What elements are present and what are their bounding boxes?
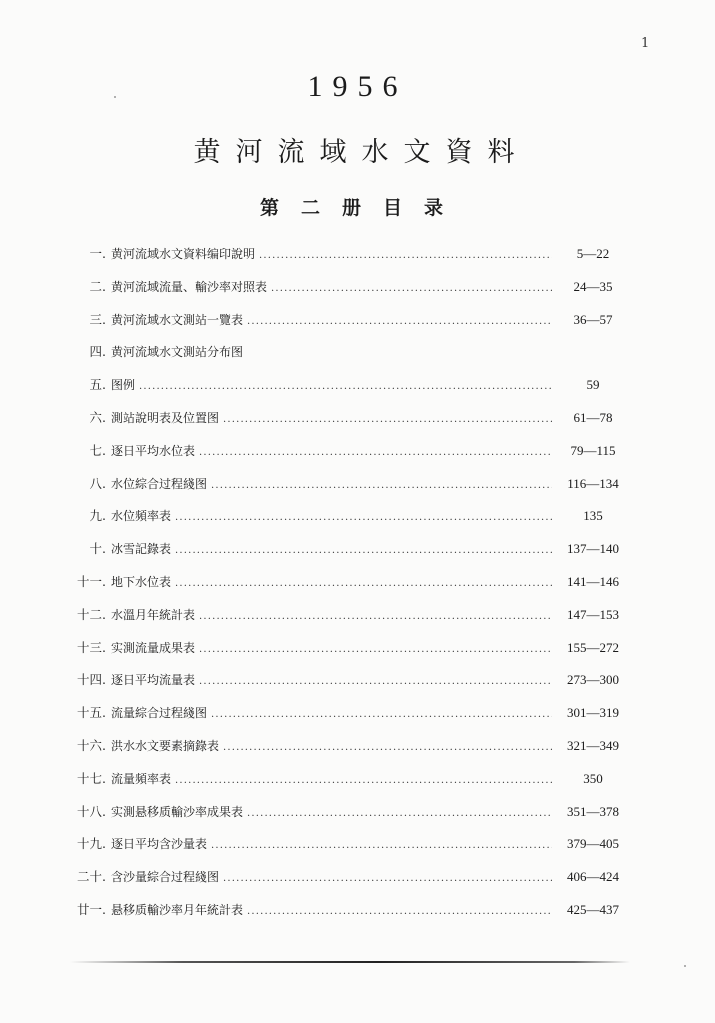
- toc-leader-dots: [247, 905, 552, 915]
- toc-entry-pages: 321—349: [567, 738, 619, 753]
- toc-entry: [58, 636, 630, 656]
- toc-entry-pages: 147—153: [567, 606, 619, 622]
- toc-leader-dots: [247, 315, 552, 325]
- toc-entry-number: 廿一.: [77, 902, 106, 917]
- toc-entry: [58, 373, 630, 393]
- toc-entry: [58, 832, 630, 852]
- toc-entry-title: 逐日平均含沙量表: [111, 837, 208, 852]
- toc-entry-number: 十六.: [77, 738, 106, 753]
- toc-entry-number: 十五.: [77, 705, 106, 721]
- toc-entry-number: 一.: [89, 246, 106, 261]
- toc-entry-number: 十四.: [77, 672, 106, 688]
- toc-entry: [58, 668, 630, 688]
- toc-entry-title: 实測悬移质輸沙率成果表: [111, 804, 244, 819]
- scan-speck: [114, 96, 116, 98]
- toc-entry-number: 七.: [89, 442, 106, 458]
- toc-leader-dots: [247, 347, 552, 357]
- toc-entry: [58, 898, 630, 918]
- toc-entry-number: 六.: [89, 410, 106, 425]
- toc-entry-title: 黄河流域流量、輸沙率对照表: [111, 279, 268, 294]
- toc-entry-number: 八.: [89, 475, 106, 491]
- toc-entry-title: 水位綜合过程綫图: [111, 476, 208, 491]
- toc-entry-number: 三.: [89, 311, 106, 327]
- toc-entry-pages: 135: [583, 508, 603, 524]
- toc-entry-number: 四.: [89, 344, 106, 360]
- toc-entry-pages: 273—300: [567, 672, 619, 688]
- toc-entry-pages: 61—78: [573, 410, 613, 425]
- toc-entry-title: 逐日平均水位表: [111, 443, 196, 458]
- toc-leader-dots: [259, 249, 552, 259]
- toc-entry: [58, 406, 630, 426]
- toc-leader-dots: [223, 741, 552, 751]
- toc-entry-number: 十二.: [77, 606, 106, 622]
- toc-entry-number: 十九.: [77, 836, 106, 852]
- toc-entry-number: 九.: [89, 508, 106, 524]
- toc-entry-title: 測站說明表及位置图: [111, 411, 220, 425]
- toc-entry: [58, 570, 630, 590]
- toc-entry-title: 悬移质輸沙率月年統計表: [111, 903, 244, 917]
- volume-contents-heading: 第二册目录: [259, 197, 465, 219]
- toc-entry-title: 图例: [111, 378, 136, 393]
- toc-entry-number: 二.: [89, 278, 106, 294]
- toc-entry: [58, 472, 630, 492]
- toc-entry-pages: 24—35: [573, 278, 613, 294]
- toc-entry-title: 水位頻率表: [111, 509, 172, 524]
- document-title: 黄河流域水文資料: [193, 137, 530, 168]
- toc-leader-dots: [247, 807, 552, 817]
- toc-entry: [58, 275, 630, 295]
- toc-leader-dots: [199, 610, 552, 620]
- toc-entry-pages: 155—272: [567, 639, 619, 655]
- toc-entry: [58, 603, 630, 623]
- toc-entry-title: 逐日平均流量表: [111, 673, 196, 688]
- toc-entry-title: 含沙量綜合过程綫图: [111, 870, 220, 885]
- toc-entry-number: 十一.: [77, 574, 106, 589]
- toc-entry-pages: 137—140: [567, 541, 619, 557]
- toc-entry-title: 洪水水文要素摘錄表: [111, 739, 220, 753]
- toc-entry: [58, 340, 630, 360]
- toc-entry-title: 冰雪記錄表: [111, 542, 172, 557]
- toc-leader-dots: [199, 643, 552, 653]
- toc-entry: [58, 734, 630, 754]
- toc-leader-dots: [175, 544, 552, 554]
- document-year: 1956: [307, 70, 408, 103]
- page-number: 1: [641, 36, 650, 51]
- toc-leader-dots: [139, 380, 552, 390]
- toc-entry-pages: 406—424: [567, 869, 619, 885]
- toc-entry: [58, 439, 630, 459]
- scan-speck: [684, 965, 686, 967]
- toc-entry-title: 黄河流域水文測站一覽表: [111, 312, 244, 327]
- toc-entry-title: 实測流量成果表: [111, 640, 196, 655]
- toc-leader-dots: [199, 446, 552, 456]
- toc-entry-number: 十三.: [77, 639, 106, 655]
- toc-entry-title: 黄河流域水文資料编印說明: [111, 247, 256, 261]
- toc-entry: [58, 865, 630, 885]
- toc-entry-title: 黄河流域水文測站分布图: [111, 345, 244, 360]
- toc-entry-pages: 351—378: [567, 803, 619, 819]
- toc-entry-title: 地下水位表: [111, 575, 172, 589]
- toc-entry-pages: 116—134: [567, 475, 619, 491]
- toc-entry-pages: 425—437: [567, 902, 619, 917]
- toc-leader-dots: [199, 675, 552, 685]
- toc-entry: [58, 504, 630, 524]
- toc-entry: [58, 242, 630, 262]
- toc-entry-number: 二十.: [77, 869, 106, 885]
- toc-entry: [58, 308, 630, 328]
- toc-entry-pages: 59: [586, 377, 600, 393]
- toc-leader-dots: [223, 413, 552, 423]
- toc-entry: [58, 767, 630, 787]
- toc-leader-dots: [211, 839, 552, 849]
- toc-entry-pages: 5—22: [576, 246, 610, 261]
- toc-entry: [58, 800, 630, 820]
- toc-entry-pages: 141—146: [567, 574, 619, 589]
- toc-entry-pages: 36—57: [573, 311, 613, 327]
- bottom-rule: [70, 961, 630, 963]
- toc-leader-dots: [211, 479, 552, 489]
- toc-entry-pages: 79—115: [570, 442, 616, 458]
- toc-entry: [58, 701, 630, 721]
- toc-leader-dots: [175, 511, 552, 521]
- toc-entry-number: 五.: [89, 377, 106, 393]
- toc-entry-pages: 379—405: [567, 836, 619, 852]
- toc-entry-number: 十.: [89, 541, 106, 557]
- toc-entry: [58, 537, 630, 557]
- toc-entry-pages: 350: [583, 770, 603, 786]
- toc-leader-dots: [211, 708, 552, 718]
- toc-entry-pages: 301—319: [567, 705, 619, 721]
- toc-leader-dots: [223, 872, 552, 882]
- toc-leader-dots: [175, 774, 552, 784]
- toc-entry-title: 流量頻率表: [111, 771, 172, 786]
- toc-entry-number: 十八.: [77, 803, 106, 819]
- toc-entry-title: 水溫月年統計表: [111, 607, 196, 622]
- toc-entry-number: 十七.: [77, 770, 106, 786]
- toc-leader-dots: [175, 577, 552, 587]
- toc-entry-title: 流量綜合过程綫图: [111, 706, 208, 721]
- toc-leader-dots: [271, 282, 552, 292]
